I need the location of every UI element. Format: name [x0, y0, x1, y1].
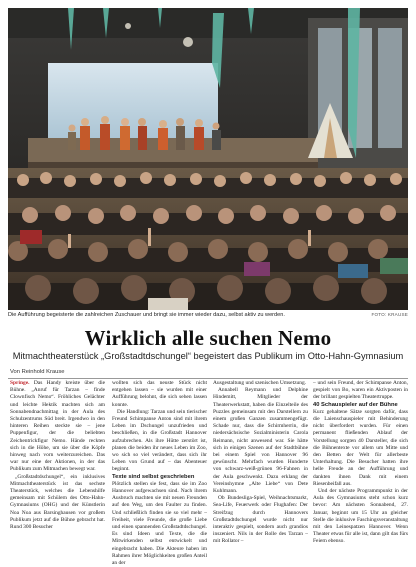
paragraph: wollten sich das neuste Stück nicht entgehen lassen – sie wurden mit einer Aufführung belohnt, die sich sehen lassen konnte. [112, 380, 207, 408]
article-subheadline: Mitmachtheaterstück „Großstadtdschungel“ begeistert das Publikum im Otto-Hahn-Gymnasium [12, 351, 404, 361]
article-column-4 [313, 380, 408, 552]
article-column-3 [213, 380, 308, 552]
photo-caption-row [8, 311, 408, 321]
paragraph: „Großstadtdschungel“, ein inklusives Mitmachtheaterstück ist das sechste Theaterstück, welches die Lebenshilfe gemeinsam mit Schülern des Otto-Hahn-Gymnasiums (OHG) und der Künstlerin Noa Noa aus Barsinghausen vor großem Publikum jetzt auf die Bühne gebracht hat. Rund 300 Besucher [10, 473, 105, 531]
section-subheading: Texte sind selbst geschrieben [112, 473, 195, 480]
article-column-2 [112, 380, 207, 567]
paragraph: Annabell Reymann und Delphine Hindemitt, Mitglieder der Theaterwerkstatt, haben die Einzelteile des Puzzles gemeinsam mit den Darstellern zu einem großen Ganzen zusammengefügt. Schade nur, dass die Schirmherrin, die niedersächsische Sozialministerin Carola Reimann, nicht anwesend war. Sie hätte sich in einigen Szenen auf der Stadtbühne bei einem Spiel von Hannover 96 gewünscht. Mehrfach wurden Hunderte von schwarz-weiß-grünen 96-Fahnen in der Aula geschwenkt. Dazu erklang der Vereinshymne „Alte Liebe“ von Dete Kuhlmann. [213, 387, 308, 495]
article-byline: Von Reinhold Krause [10, 369, 65, 375]
article-headline: Wirklich alle suchen Nemo [84, 326, 332, 350]
paragraph: Die Handlung: Tarzan und sein tierischer Freund Schimpanse Anton sind mit ihrem Leben im Dschungel unzufrieden und beschließen, in die Großstadt Hannover aufzubrechen. Als ihre Hütte zerstört ist, planen die beiden ihr neues Leben im Zoo, wo sich so viel verändert, dass sich ihr Leben von Grund auf – das Abenteuer beginnt. [112, 408, 207, 473]
paragraph: Plötzlich stellen sie fest, dass sie im Zoo Hannover aufgewachsen sind. Nach ihrem Ausbruch machten sie mit neuen Freunden auf den Weg, um den Faulter zu finden. Und schließlich finden sie so viel mehr – Freiheit, viele Freunde, die große Liebe und einen spannenden Großstadtdschungel. Es sind Ideen und Texte, die die Mitwirkenden selbst entwickelt und eingebracht haben. Die Akteure haben im Rahmen ihrer Möglichkeiten großen Anteil an der [112, 480, 207, 567]
dateline: Springe. [10, 380, 30, 386]
theater-audience-image [8, 8, 408, 310]
paragraph: Ausgestaltung und szenischen Umsetzung. [213, 380, 307, 386]
photo-caption: Die Aufführung begeisterte die zahlreichen Zuschauer und bringt sie immer wieder dazu, selbst aktiv zu werden. [8, 312, 285, 318]
paragraph: Und der nächste Programmpunkt in der Aula des Gymnasiums steht schon kurz bevor: Am nächsten Sonnabend, 27. Januar, beginnt um 15 Uhr an gleicher Stelle die inklusive Faschingsveranstaltung mit den Leinespatzen Hannover. Wenn Theater etwas für alle ist, dann gilt das fürs Feiern ebenso. [313, 488, 408, 545]
paragraph: – und sein Freund, der Schimpanse Anton, gespielt von Bo, waren ein Aktivposten in der brillant gespielten Theatertruppe. [313, 380, 408, 401]
paragraph: Ob Bundesliga-Spiel, Weihnachtsmarkt, Sea-Life, Feuerwerk oder Flughafen: Der Streifzug durch Hannovers Großstadtdschungel wurde nicht nur interaktiv gespielt, sondern auch grandios inszeniert. Nils in der Rolle des Tarzan – mit Rollator – [213, 495, 308, 545]
divider [8, 378, 408, 379]
paragraph [10, 380, 105, 474]
section-subheading: 40 Schauspieler auf der Bühne [313, 401, 398, 408]
article-column-1 [10, 380, 105, 552]
paragraph-text: Das Handy kreiste über die Bühne. „Anruf für Tarzan – finde Clownfisch Nemo“. Fröhliches Gelächter und leichte Hektik machten sich am Sonnabendnachmittag in der Aula des Schulzentrums Süd breit. Irgendwo in den hinteren Reihen steckte sie – jene Puppenfigur, der die beliebten Zeichentrickfigur Nemo. Hände reckten sich in die Höhe, um sie über die Köpfe hinweg nach vorn weiterzureichen. Das war nur eine der Aktionen, in der das Publikum zum Mitmachen bewegt war. [10, 380, 105, 473]
paragraph: Kurz gehaltene Sätze sorgten dafür, dass die Laienschauspieler mit Behinderung nicht überfordert wurden. Für einen permanent fließenden Ablauf der Vorstellung sorgten 40 Darsteller, die sich die Bühnentexte vor allem um Mitte und den Betten der Welt für allerbeste Unterhaltung. Die Besucher hatten ihre helle Freude an der Aufführung und dankten ihnen Dank mit einem Riesenbeifall aus. [313, 408, 408, 487]
photo-credit: FOTO: KRAUSE [371, 312, 408, 317]
article-photo [8, 8, 408, 310]
